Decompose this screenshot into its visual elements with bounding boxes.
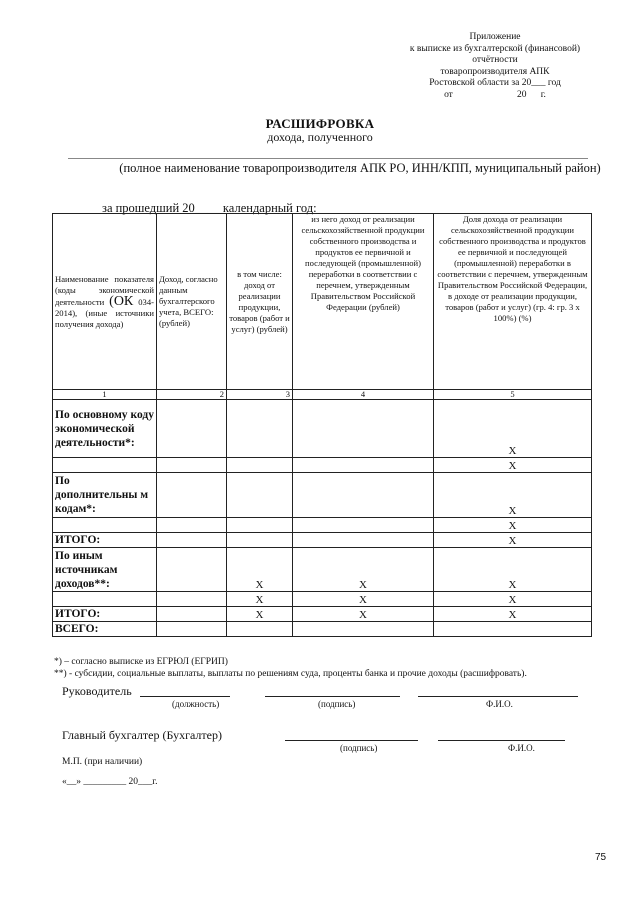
column-number-row bbox=[53, 390, 592, 400]
footnote-2: **) - субсидии, социальные выплаты, выплаты по решениям суда, проценты банка и прочие доходы (расшифровать). bbox=[54, 669, 527, 679]
row-all-label: ВСЕГО: bbox=[53, 622, 157, 637]
table-cell[interactable] bbox=[53, 592, 157, 607]
signature-line[interactable] bbox=[285, 740, 418, 741]
appendix-line: Ростовской области за 20___ год bbox=[429, 78, 561, 88]
table-cell: X bbox=[434, 473, 592, 518]
table-cell[interactable] bbox=[227, 400, 293, 458]
row-total-label: ИТОГО: bbox=[53, 533, 157, 548]
column-number: 5 bbox=[434, 390, 592, 400]
appendix-note bbox=[380, 32, 610, 101]
head-label: Руководитель bbox=[62, 684, 132, 698]
fio-caption: Ф.И.О. bbox=[486, 699, 513, 709]
table-cell: X bbox=[434, 458, 592, 473]
table-cell: X bbox=[434, 533, 592, 548]
table-cell: X bbox=[227, 607, 293, 622]
column-number: 1 bbox=[53, 390, 157, 400]
position-caption: (должность) bbox=[172, 699, 220, 709]
date-field[interactable]: «__» _________ 20___г. bbox=[62, 777, 158, 787]
table-cell: X bbox=[434, 400, 592, 458]
table-cell[interactable] bbox=[293, 458, 434, 473]
table-cell: X bbox=[227, 548, 293, 592]
column-number: 4 bbox=[293, 390, 434, 400]
table-cell[interactable] bbox=[157, 622, 227, 637]
table-cell[interactable] bbox=[157, 518, 227, 533]
footnote-1: *) – согласно выписке из ЕГРЮЛ (ЕГРИП) bbox=[54, 657, 228, 667]
stamp-note: М.П. (при наличии) bbox=[62, 757, 143, 767]
position-line[interactable] bbox=[140, 696, 230, 697]
name-fill-line bbox=[68, 158, 588, 159]
table-cell: X bbox=[434, 518, 592, 533]
table-cell[interactable] bbox=[53, 458, 157, 473]
table-cell: X bbox=[293, 548, 434, 592]
row-total2-label: ИТОГО: bbox=[53, 607, 157, 622]
table-cell[interactable] bbox=[293, 400, 434, 458]
table-cell[interactable] bbox=[293, 622, 434, 637]
document-subtitle: дохода, полученного bbox=[267, 130, 373, 144]
table-cell: X bbox=[293, 592, 434, 607]
header-col-1: Наименование показателя (коды экономической деятельности (ОК 034-2014), (иные источники получения дохода) bbox=[53, 214, 157, 390]
header-col-4: из него доход от реализации сельскохозяйственной продукции собственного производства и продуктов ее первичной и последующей (промышленной) переработки в соответствии с перечнем, утвержденным Правительством Российской Федерации (рублей) bbox=[293, 214, 434, 390]
page-number: 75 bbox=[595, 852, 607, 863]
table-cell[interactable] bbox=[157, 458, 227, 473]
appendix-line: отчётности bbox=[472, 55, 518, 65]
table-row bbox=[53, 533, 592, 548]
table-cell[interactable] bbox=[53, 518, 157, 533]
table-cell: X bbox=[293, 607, 434, 622]
fullname-caption: (полное наименование товаропроизводителя АПК РО, ИНН/КПП, муниципальный район) bbox=[119, 161, 601, 175]
signature-caption: (подпись) bbox=[318, 699, 356, 709]
table-cell[interactable] bbox=[293, 518, 434, 533]
table-cell[interactable] bbox=[227, 458, 293, 473]
appendix-line: от 20 г. bbox=[444, 89, 546, 100]
appendix-line: товаропроизводителя АПК bbox=[440, 66, 550, 77]
table-cell[interactable] bbox=[157, 473, 227, 518]
table-header-row bbox=[53, 214, 592, 390]
table-cell[interactable] bbox=[227, 622, 293, 637]
period-label: за прошедший 20____ календарный год: bbox=[102, 201, 317, 215]
table-row bbox=[53, 473, 592, 518]
table-cell[interactable] bbox=[227, 533, 293, 548]
table-cell: X bbox=[434, 548, 592, 592]
table-cell[interactable] bbox=[157, 548, 227, 592]
table-row bbox=[53, 592, 592, 607]
table-cell[interactable] bbox=[157, 607, 227, 622]
column-number: 3 bbox=[227, 390, 293, 400]
row-main-label: По основному коду экономической деятельности*: bbox=[53, 400, 157, 458]
table-cell[interactable] bbox=[157, 533, 227, 548]
header-col-3: в том числе: доход от реализации продукции, товаров (работ и услуг) (рублей) bbox=[227, 214, 293, 390]
appendix-line: Приложение bbox=[469, 32, 521, 42]
table-row bbox=[53, 400, 592, 458]
signature-caption: (подпись) bbox=[340, 743, 378, 753]
accountant-label: Главный бухгалтер (Бухгалтер) bbox=[62, 728, 222, 742]
table-cell[interactable] bbox=[293, 473, 434, 518]
column-number: 2 bbox=[157, 390, 227, 400]
appendix-line: к выписке из бухгалтерской (финансовой) bbox=[409, 43, 581, 54]
table-cell: X bbox=[434, 607, 592, 622]
table-cell: X bbox=[434, 592, 592, 607]
row-extra-label: По дополнительны м кодам*: bbox=[53, 473, 157, 518]
table-row bbox=[53, 518, 592, 533]
table-cell[interactable] bbox=[227, 518, 293, 533]
table-cell[interactable] bbox=[157, 592, 227, 607]
row-other-label: По иным источникам доходов**: bbox=[53, 548, 157, 592]
income-table bbox=[52, 213, 592, 637]
fio-line[interactable] bbox=[418, 696, 578, 697]
table-cell[interactable] bbox=[434, 622, 592, 637]
table-cell: X bbox=[227, 592, 293, 607]
signature-line[interactable] bbox=[265, 696, 400, 697]
table-row bbox=[53, 622, 592, 637]
table-row bbox=[53, 548, 592, 592]
table-row bbox=[53, 458, 592, 473]
document-title: РАСШИФРОВКА bbox=[265, 116, 375, 131]
fio-caption: Ф.И.О. bbox=[508, 743, 535, 753]
table-cell[interactable] bbox=[157, 400, 227, 458]
fio-line[interactable] bbox=[438, 740, 565, 741]
table-cell[interactable] bbox=[227, 473, 293, 518]
header-col-2: Доход, согласно данным бухгалтерского учета, ВСЕГО: (рублей) bbox=[157, 214, 227, 390]
table-cell[interactable] bbox=[293, 533, 434, 548]
table-row bbox=[53, 607, 592, 622]
header-col-5: Доля дохода от реализации сельскохозяйственной продукции собственного производства и продуктов ее первичной и последующей (промышленной) переработки в соответствии с перечнем, утвержденным Правительством Российской Федерации, в доходе от реализации продукции, товаров (работ и услуг) (гр. 4: гр. 3 х 100%) (%) bbox=[434, 214, 592, 390]
